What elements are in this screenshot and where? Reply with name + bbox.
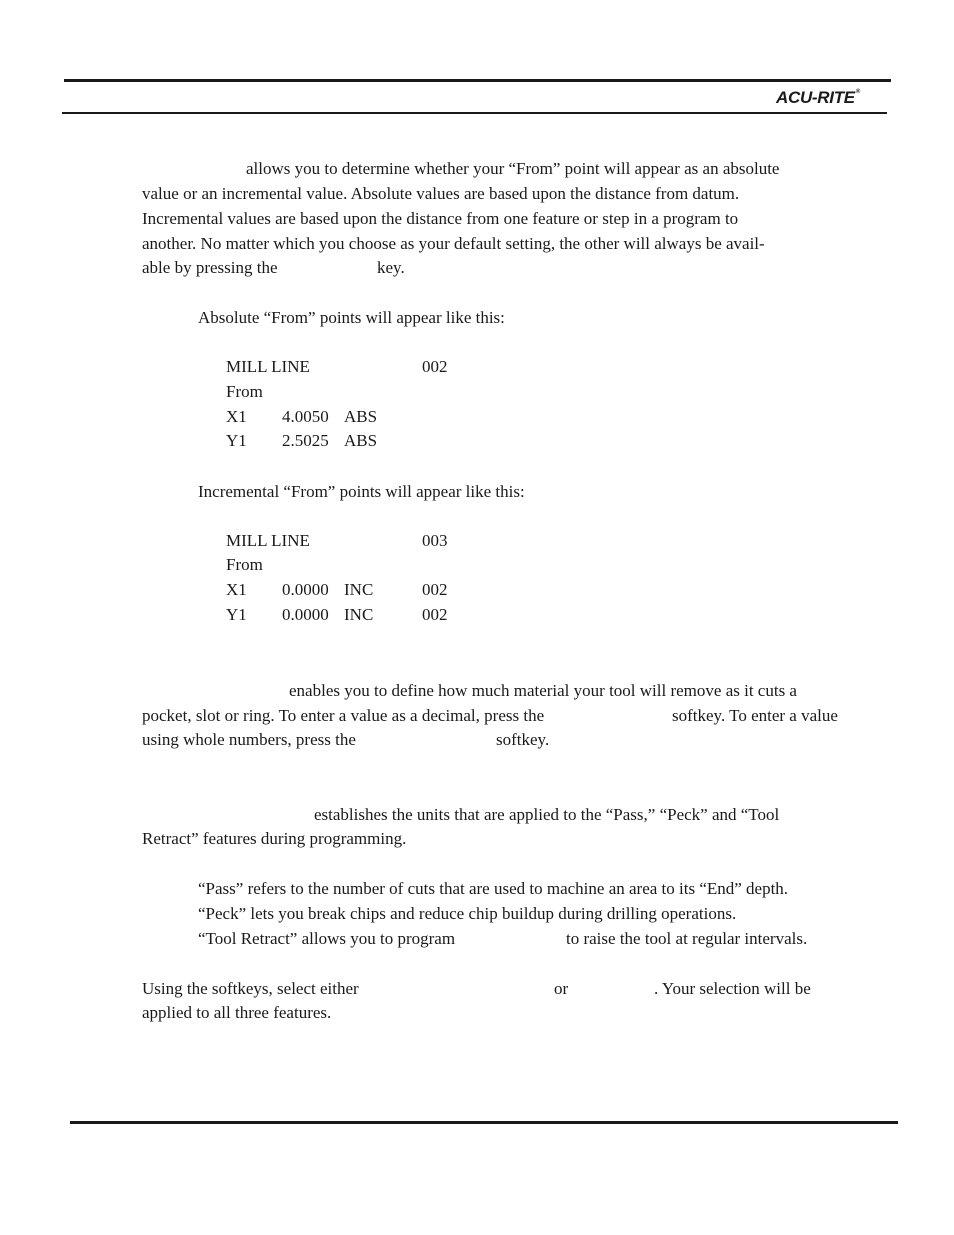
feature-pass: “Pass” refers to the number of cuts that are used to machine an area to its “End” depth.	[198, 879, 789, 898]
para4-line-1a: Using the softkeys, select either	[142, 979, 359, 998]
header-top-rule	[64, 79, 891, 82]
absolute-intro: Absolute “From” points will appear like this:	[198, 308, 505, 327]
absolute-y-mode: ABS	[344, 431, 378, 450]
absolute-x-mode: ABS	[344, 407, 378, 426]
acu-rite-logo	[776, 88, 860, 108]
absolute-y-value: 2.5025	[282, 431, 329, 450]
incremental-y-value: 0.0000	[282, 605, 329, 624]
para2-line-3a: using whole numbers, press the	[142, 730, 356, 749]
para2-line-2a: pocket, slot or ring. To enter a value as a decimal, press the	[142, 706, 545, 725]
incremental-y-ref: 002	[422, 605, 448, 624]
incremental-y-mode: INC	[344, 605, 374, 624]
para1-line-3: Incremental values are based upon the distance from one feature or step in a program to	[142, 209, 739, 228]
incremental-x-ref: 002	[422, 580, 448, 599]
incremental-title: MILL LINE	[226, 531, 310, 550]
header-bottom-rule	[62, 112, 887, 114]
incremental-intro: Incremental “From” points will appear like this:	[198, 482, 525, 501]
para3-line-1: establishes the units that are applied to the “Pass,” “Peck” and “Tool	[314, 805, 780, 824]
para3-line-2: Retract” features during programming.	[142, 829, 407, 848]
para4-line-2: applied to all three features.	[142, 1003, 332, 1022]
incremental-step: 003	[422, 531, 448, 550]
para2-line-3b: softkey.	[496, 730, 550, 749]
incremental-y-axis: Y1	[226, 605, 247, 624]
para1-line-4: another. No matter which you choose as your default setting, the other will always be avail-	[142, 234, 765, 253]
para2-line-1: enables you to define how much material your tool will remove as it cuts a	[289, 681, 797, 700]
para1-line-1: allows you to determine whether your “From” point will appear as an absolute	[246, 159, 780, 178]
absolute-step: 002	[422, 357, 448, 376]
absolute-title: MILL LINE	[226, 357, 310, 376]
para2-line-2b: softkey. To enter a value	[672, 706, 838, 725]
para4-line-1c: . Your selection will be	[654, 979, 811, 998]
brand-text: ACU-RITE	[776, 88, 855, 107]
absolute-x-axis: X1	[226, 407, 247, 426]
feature-peck: “Peck” lets you break chips and reduce chip buildup during drilling operations.	[198, 904, 737, 923]
para1-line-5b: key.	[377, 258, 405, 277]
absolute-x-value: 4.0050	[282, 407, 329, 426]
para4-line-1b: or	[554, 979, 569, 998]
registered-mark: ®	[855, 89, 860, 95]
footer-rule	[70, 1121, 898, 1124]
incremental-from: From	[226, 555, 263, 574]
feature-retract-b: to raise the tool at regular intervals.	[566, 929, 808, 948]
feature-retract-a: “Tool Retract” allows you to program	[198, 929, 456, 948]
incremental-x-axis: X1	[226, 580, 247, 599]
absolute-from: From	[226, 382, 263, 401]
para1-line-2: value or an incremental value. Absolute values are based upon the distance from datum.	[142, 184, 740, 203]
absolute-y-axis: Y1	[226, 431, 247, 450]
incremental-x-mode: INC	[344, 580, 374, 599]
para1-line-5a: able by pressing the	[142, 258, 278, 277]
incremental-x-value: 0.0000	[282, 580, 329, 599]
